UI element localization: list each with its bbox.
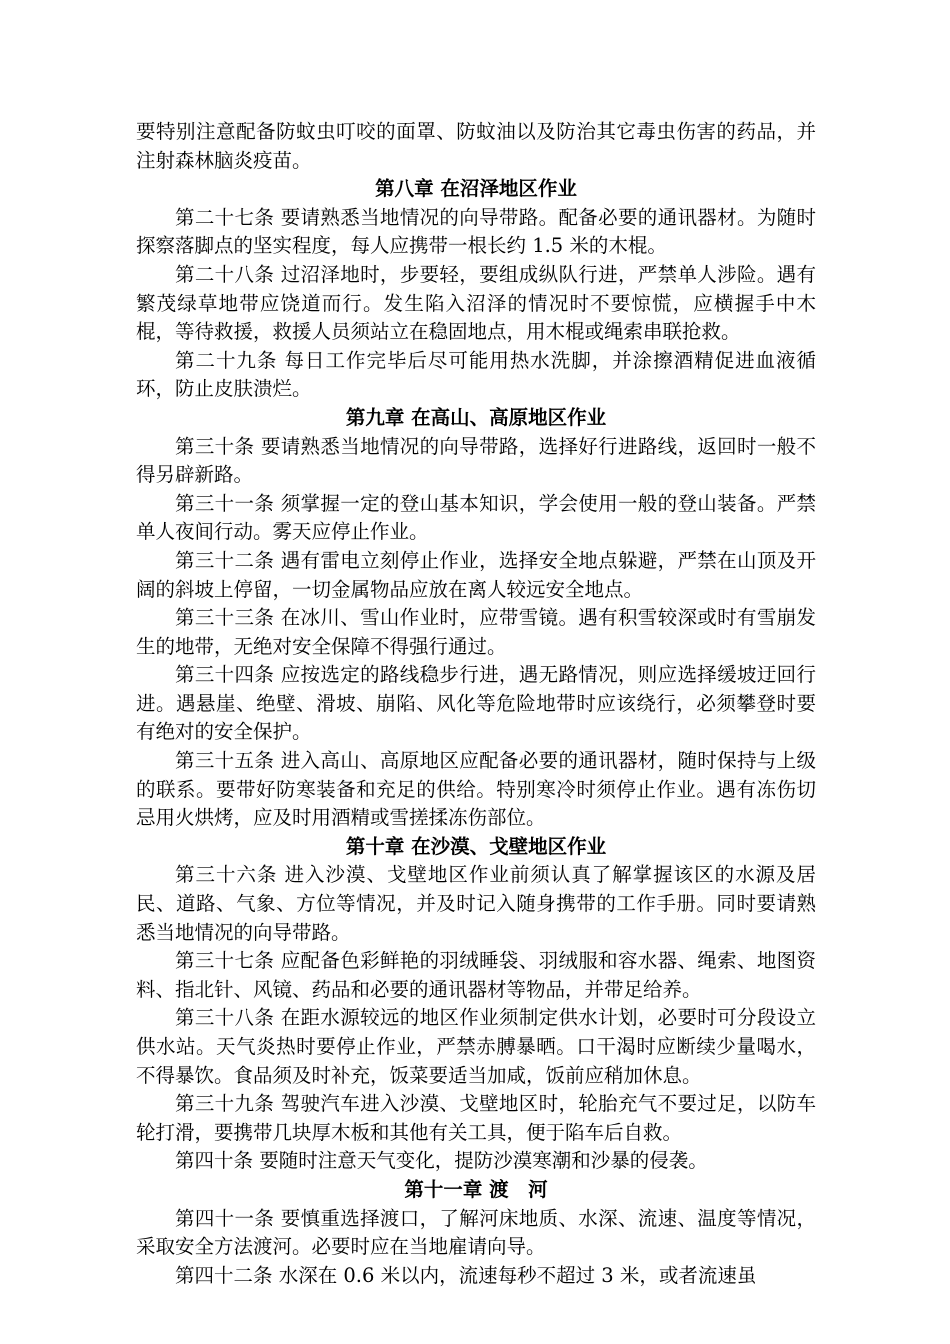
article-35: 第三十五条 进入高山、高原地区应配备必要的通讯器材，随时保持与上级的联系。要带好防寒装备和充足的供给。特别寒冷时须停止作业。遇有冻伤切忌用火烘烤，应及时用酒精或雪搓揉冻伤部位。 — [136, 749, 816, 830]
chapter-heading-8: 第八章 在沼泽地区作业 — [375, 177, 577, 201]
article-28: 第二十八条 过沼泽地时，步要轻，要组成纵队行进，严禁单人涉险。遇有繁茂绿草地带应饶道而行。发生陷入沼泽的情况时不要惊慌，应横握手中木棍，等待救援，救援人员须站立在稳固地点，用木棍或绳索串联抢救。 — [136, 262, 816, 344]
article-38: 第三十八条 在距水源较远的地区作业须制定供水计划，必要时可分段设立供水站。天气炎热时要停止作业，严禁赤膊暴晒。口干渴时应断续少量喝水，不得暴饮。食品须及时补充，饭菜要适当加咸，饭前应稍加休息。 — [136, 1006, 816, 1087]
article-33: 第三十三条 在冰川、雪山作业时，应带雪镜。遇有积雪较深或时有雪崩发生的地带，无绝对安全保障不得强行通过。 — [136, 606, 816, 658]
article-32: 第三十二条 遇有雷电立刻停止作业，选择安全地点躲避，严禁在山顶及开阔的斜坡上停留，一切金属物品应放在离人较远安全地点。 — [136, 548, 816, 601]
article-36: 第三十六条 进入沙漠、戈壁地区作业前须认真了解掌握该区的水源及居民、道路、气象、方位等情况，并及时记入随身携带的工作手册。同时要请熟悉当地情况的向导带路。 — [136, 863, 816, 944]
article-30: 第三十条 要请熟悉当地情况的向导带路，选择好行进路线，返回时一般不得另辟新路。 — [136, 434, 816, 487]
article-34: 第三十四条 应按选定的路线稳步行进，遇无路情况，则应选择缓坡迂回行进。遇悬崖、绝壁、滑坡、崩陷、风化等危险地带时应该绕行，必须攀登时要有绝对的安全保护。 — [136, 663, 816, 744]
article-31: 第三十一条 须掌握一定的登山基本知识，学会使用一般的登山装备。严禁单人夜间行动。雾天应停止作业。 — [136, 491, 816, 544]
article-42: 第四十二条 水深在 0.6 米以内，流速每秒不超过 3 米，或者流速虽 — [175, 1263, 757, 1287]
chapter-heading-11: 第十一章 渡 河 — [404, 1177, 548, 1201]
article-39: 第三十九条 驾驶汽车进入沙漠、戈壁地区时，轮胎充气不要过足，以防车轮打滑，要携带几块厚木板和其他有关工具，便于陷车后自救。 — [136, 1092, 816, 1144]
document-page — [136, 118, 816, 1290]
article-27: 第二十七条 要请熟悉当地情况的向导带路。配备必要的通讯器材。为随时探察落脚点的坚实程度，每人应携带一根长约 1.5 米的木棍。 — [136, 205, 816, 258]
article-41: 第四十一条 要慎重选择渡口，了解河床地质、水深、流速、温度等情况，采取安全方法渡河。必要时应在当地雇请向导。 — [136, 1206, 816, 1259]
chapter-heading-10: 第十章 在沙漠、戈壁地区作业 — [345, 834, 607, 858]
paragraph-intro: 要特别注意配备防蚊虫叮咬的面罩、防蚊油以及防治其它毒虫伤害的药品，并注射森林脑炎疫苗。 — [136, 120, 816, 172]
article-40: 第四十条 要随时注意天气变化，提防沙漠寒潮和沙暴的侵袭。 — [175, 1149, 708, 1173]
article-37: 第三十七条 应配备色彩鲜艳的羽绒睡袋、羽绒服和容水器、绳索、地图资料、指北针、风镜、药品和必要的通讯器材等物品，并带足给养。 — [136, 949, 816, 1001]
chapter-heading-9: 第九章 在高山、高原地区作业 — [345, 405, 607, 429]
article-29: 第二十九条 每日工作完毕后尽可能用热水洗脚，并涂擦酒精促进血液循环，防止皮肤溃烂。 — [136, 348, 816, 401]
